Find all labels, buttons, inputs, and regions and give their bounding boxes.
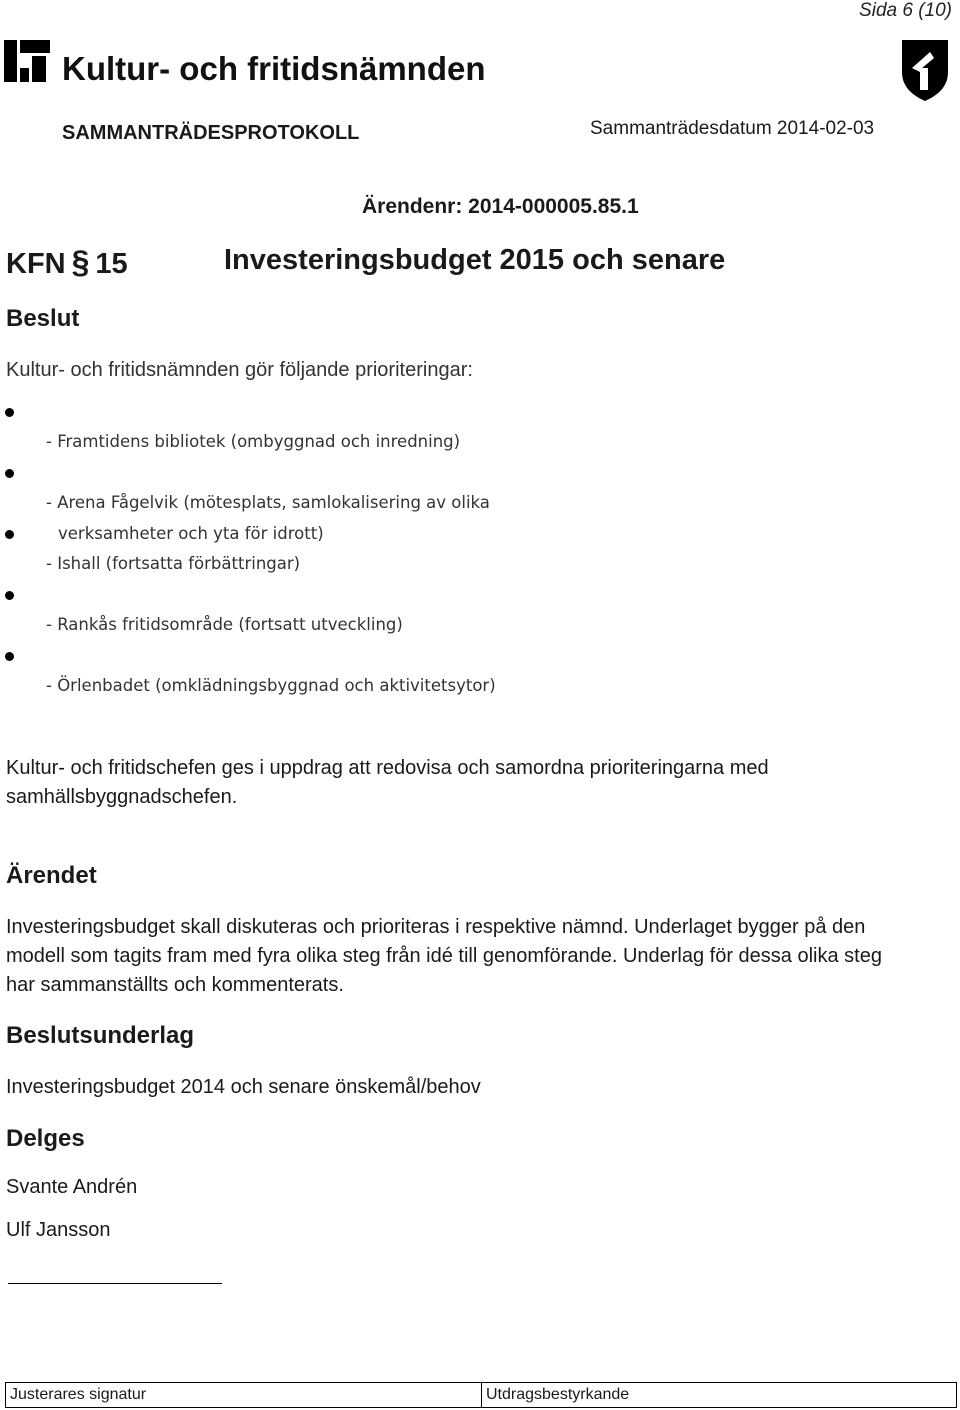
list-item	[0, 398, 600, 459]
list-item-continuation: verksamheter och yta för idrott)	[58, 524, 324, 543]
decision-heading: Beslut	[6, 305, 80, 332]
distribution-heading: Delges	[6, 1125, 85, 1152]
matter-heading: Ärendet	[6, 862, 97, 889]
section-prefix: KFN	[6, 248, 66, 280]
list-item-text: - Arena Fågelvik (mötesplats, samlokalisering av olika	[46, 493, 490, 512]
signature-line	[8, 1283, 222, 1284]
bullet-icon	[5, 408, 14, 417]
list-item	[0, 642, 600, 703]
section-title: Investeringsbudget 2015 och senare	[224, 244, 726, 276]
bullet-icon	[5, 469, 14, 478]
list-item-text: - Örlenbadet (omklädningsbyggnad och aktivitetsytor)	[46, 676, 496, 695]
section-code	[6, 244, 128, 281]
coat-of-arms-icon	[900, 38, 950, 102]
recipient: Svante Andrén	[6, 1176, 138, 1198]
basis-heading: Beslutsunderlag	[6, 1022, 195, 1049]
matter-text: Investeringsbudget skall diskuteras och prioriteras i respektive nämnd. Underlaget bygger på den modell som tagits fram med fyra olika steg från idé till genomförande. Underlag för dessa olika steg har sammanställts och kommenterats.	[6, 916, 882, 996]
bullet-icon	[5, 652, 14, 661]
list-item-text: - Rankås fritidsområde (fortsatt utveckling)	[46, 615, 403, 634]
certification-cell: Utdragsbestyrkande	[486, 1386, 630, 1403]
basis-text: Investeringsbudget 2014 och senare önskemål/behov	[6, 1076, 481, 1098]
list-item	[0, 581, 600, 642]
list-item	[0, 459, 600, 543]
recipient: Ulf Jansson	[6, 1219, 111, 1241]
bullet-icon	[5, 530, 14, 539]
signature-cell: Justerares signatur	[6, 1383, 482, 1407]
protocol-title: SAMMANTRÄDESPROTOKOLL	[62, 122, 360, 144]
municipality-logo-icon	[4, 40, 50, 82]
decision-intro: Kultur- och fritidsnämnden gör följande prioriteringar:	[6, 359, 473, 381]
section-number: 15	[95, 248, 128, 280]
list-item	[0, 520, 600, 581]
list-item-text: - Framtidens bibliotek (ombyggnad och inredning)	[46, 432, 461, 451]
paragraph-symbol: §	[71, 244, 90, 280]
bullet-icon	[5, 591, 14, 600]
footer-table	[5, 1382, 957, 1408]
organization-name: Kultur- och fritidsnämnden	[62, 50, 486, 87]
case-number: Ärendenr: 2014-000005.85.1	[362, 195, 639, 218]
list-item-text: - Ishall (fortsatta förbättringar)	[46, 554, 301, 573]
meeting-date: Sammanträdesdatum 2014-02-03	[590, 118, 875, 139]
page-number: Sida 6 (10)	[859, 0, 952, 21]
priority-list	[0, 398, 600, 703]
decision-assignment: Kultur- och fritidschefen ges i uppdrag att redovisa och samordna prioriteringarna med samhällsbyggnadschefen.	[6, 757, 769, 808]
